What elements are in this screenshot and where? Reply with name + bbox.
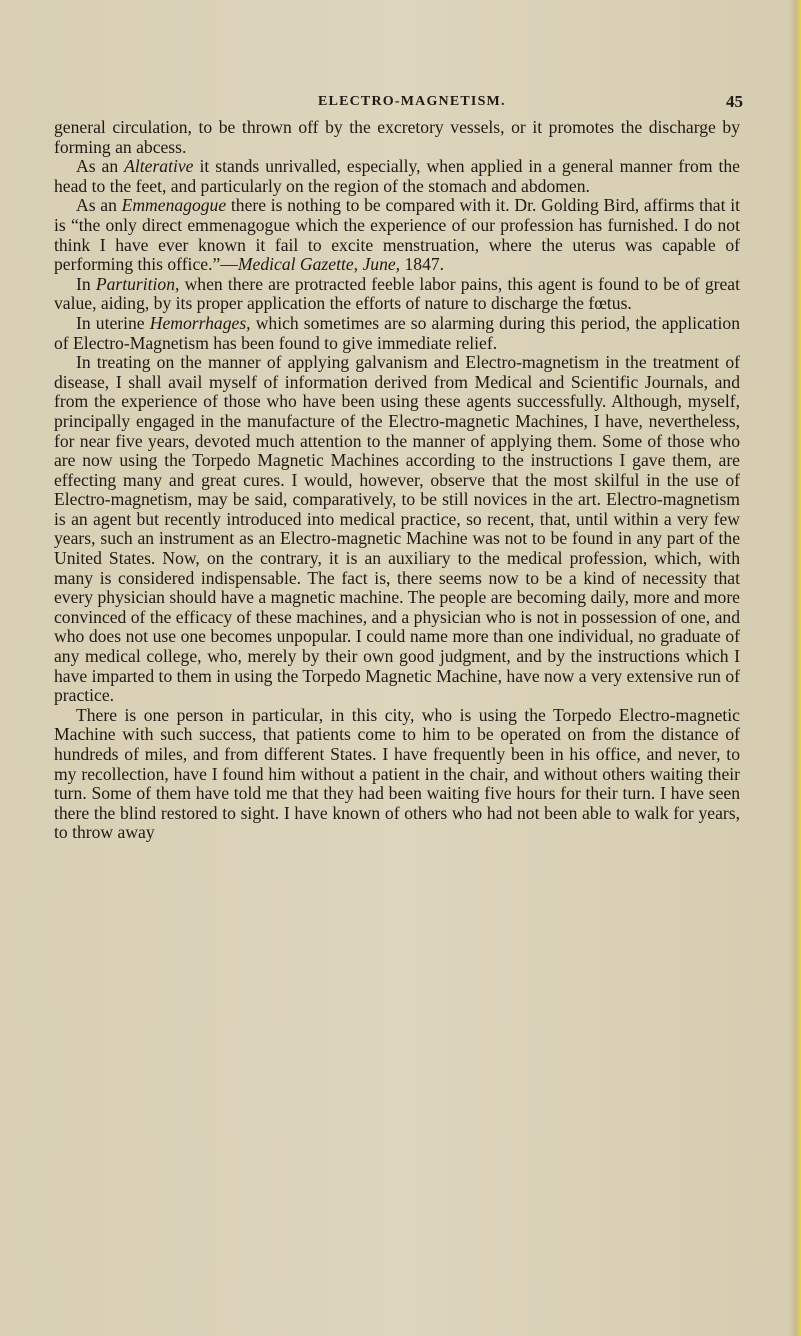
text-run: In uterine — [76, 312, 150, 333]
text-run: There is one person in particular, in this city, who is using the Torpedo Electro-magnetic Machine with such success, that patients come to him to be operated on from the distance of hundreds of miles, and from different States. I have frequently been in his office, and never, to my recollection, have I found him without a patient in the chair, and without others waiting their turn. Some of them have told me that they had been waiting five hours for their turn. I have seen there the blind restored to sight. I have known of others who had not been able to walk for years, to throw away — [54, 704, 740, 843]
page-number: 45 — [726, 92, 743, 111]
paragraph — [54, 196, 740, 274]
text-run: which sometimes are so alarming during this period, the application of Electro-Magnetism has been found to give immediate relief. — [54, 312, 740, 353]
italic-term-emmenagogue: Emmenagogue — [121, 195, 227, 216]
italic-term-hemorrhages: Hemorrhages, — [149, 312, 251, 333]
paragraph — [54, 706, 740, 843]
paragraph — [54, 118, 740, 157]
paragraph — [54, 353, 740, 706]
text-run: As an — [76, 156, 125, 177]
text-run: In treating on the manner of applying galvanism and Electro-magnetism in the treatment of disease, I shall avail myself of information derived from Medical and Scientific Journals, and from the experience of those who have been using these agents successfully. Although, myself, principally engaged in the manufacture of the Electro-magnetic Machines, I have, nevertheless, for near five years, devoted much attention to the manner of applying them. Some of those who are now using the Torpedo Magnetic Machines according to the instructions I gave them, are effecting many and great cures. I would, however, observe that the most skilful in the use of Electro-magnetism, may be said, comparatively, to be still novices in the art. Electro-magnetism is an agent but recently introduced into medical practice, so recent, that, until within a very few years, such an instrument as an Electro-magnetic Machine was not to be found in any part of the United States. Now, on the contrary, it is an auxiliary to the medical profession, which, with many is considered indispensable. The fact is, there seems now to be a kind of necessity that every physician should have a magnetic machine. The people are becoming daily, more and more convinced of the efficacy of these machines, and a physician who is not in possession of one, and who does not use one becomes unpopular. I could name more than one individual, no graduate of any medical college, who, merely by their own good judgment, and by the instructions which I have imparted to them in using the Torpedo Magnetic Machine, have now a very extensive run of practice. — [54, 352, 740, 706]
running-header-title: ELECTRO-MAGNETISM. — [318, 94, 506, 109]
text-run: In — [76, 273, 96, 294]
italic-term-alterative: Alterative — [124, 156, 194, 177]
page-edge-margin — [789, 0, 801, 1336]
paragraph — [54, 275, 740, 314]
text-run: it stands unrivalled, especially, when applied in a general manner from the head to the feet, and particularly on the region of the stomach and abdomen. — [54, 156, 740, 196]
text-run: 1847. — [400, 254, 445, 275]
running-header — [0, 94, 801, 114]
text-run: general circulation, to be thrown off by the excretory vessels, or it promotes the discharge by forming an abcess. — [54, 117, 740, 157]
body-text — [54, 118, 740, 843]
paragraph — [54, 157, 740, 196]
text-run: when there are protracted feeble labor pains, this agent is found to be of great value, aiding, by its proper application the efforts of nature to discharge the fœtus. — [54, 273, 740, 314]
paragraph — [54, 314, 740, 353]
text-run: As an — [76, 195, 122, 216]
italic-term-parturition: Parturition, — [95, 273, 180, 294]
text-run: there is nothing to be compared with it. Dr. Golding Bird, affirms that it is “the only direct emmenagogue which the experience of our profession has furnished. I do not think I have ever known it fail to excite menstruation, where the uterus was capable of performing this office.”— — [54, 195, 740, 275]
italic-citation: Medical Gazette, June, — [237, 254, 401, 275]
